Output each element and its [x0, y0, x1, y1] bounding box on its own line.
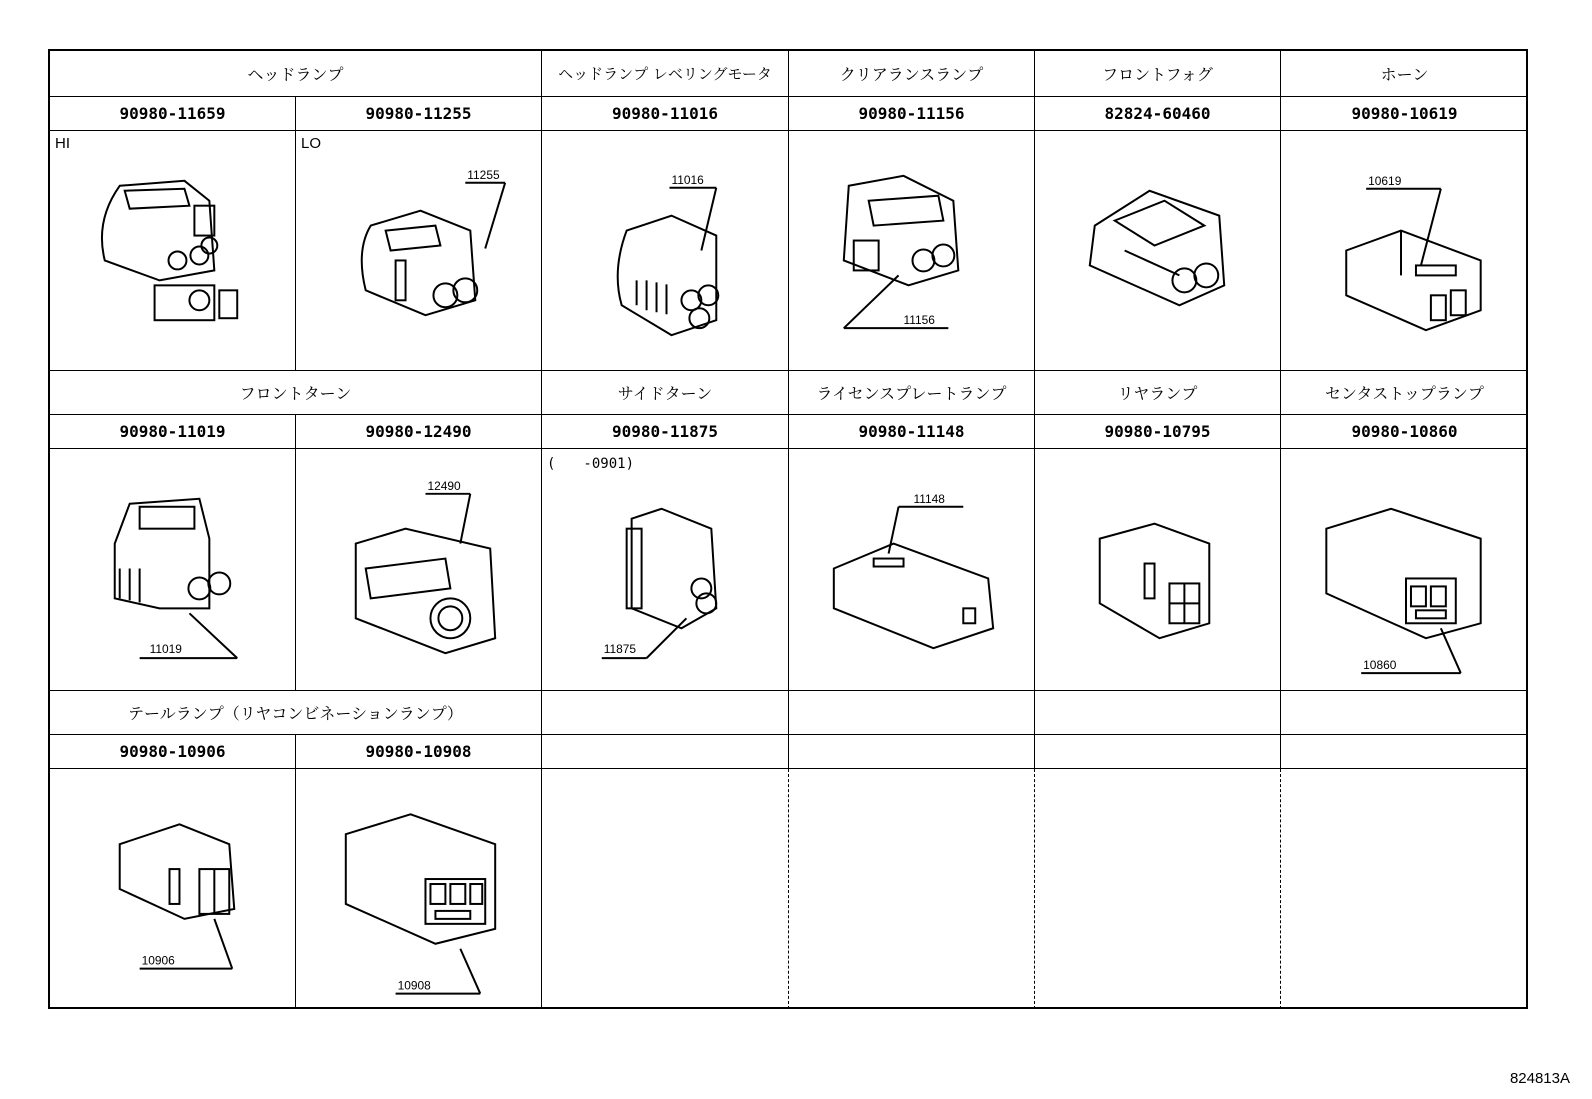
- callout-label: 10908: [397, 978, 431, 993]
- connector-drawing: [296, 449, 541, 690]
- connector-drawing: [1035, 131, 1280, 370]
- part-number: 90980-10906: [50, 735, 296, 769]
- empty-cell: [1281, 769, 1528, 1009]
- hi-tag: HI: [55, 135, 70, 152]
- connector-drawing: [789, 131, 1034, 370]
- header-side-turn: サイドターン: [542, 371, 789, 415]
- connector-illustration: [542, 449, 789, 691]
- empty-cell: [1035, 735, 1281, 769]
- header-front-fog: フロントフォグ: [1035, 51, 1281, 97]
- part-number: 90980-11019: [50, 415, 296, 449]
- callout-label: 10906: [141, 953, 175, 968]
- header-horn: ホーン: [1281, 51, 1528, 97]
- part-number: 90980-11016: [542, 97, 789, 131]
- header-rear-lamp: リヤランプ: [1035, 371, 1281, 415]
- callout-label: 11148: [913, 491, 945, 506]
- connector-drawing: [50, 769, 295, 1009]
- part-number: 90980-12490: [296, 415, 542, 449]
- header-headlamp: ヘッドランプ: [50, 51, 542, 97]
- connector-illustration: [1035, 131, 1281, 371]
- callout-label: 10860: [1363, 658, 1397, 673]
- callout-label: 11019: [149, 642, 182, 657]
- connector-illustration: [1281, 131, 1528, 371]
- connector-illustration: [50, 131, 296, 371]
- connector-table: [48, 49, 1528, 1009]
- part-number: 90980-10860: [1281, 415, 1528, 449]
- figure-code: 824813A: [1509, 1070, 1570, 1087]
- empty-cell: [1035, 769, 1281, 1009]
- empty-cell: [542, 691, 789, 735]
- header-license-plate-lamp: ライセンスプレートランプ: [789, 371, 1035, 415]
- connector-drawing: [1281, 449, 1528, 690]
- connector-drawing: [296, 769, 541, 1009]
- connector-drawing: [789, 449, 1034, 690]
- connector-drawing: [50, 131, 295, 370]
- header-tail-lamp: テールランプ（リヤコンビネーションランプ）: [50, 691, 542, 735]
- header-clearance-lamp: クリアランスランプ: [789, 51, 1035, 97]
- part-number: 90980-10908: [296, 735, 542, 769]
- callout-label: 11156: [903, 313, 935, 328]
- header-headlamp-leveling-motor: ヘッドランプ レベリングモータ: [542, 51, 789, 97]
- connector-drawing: [296, 131, 541, 370]
- callout-label: 10619: [1368, 173, 1402, 188]
- connector-illustration: [296, 449, 542, 691]
- connector-illustration: [296, 769, 542, 1009]
- connector-illustration: [1035, 449, 1281, 691]
- part-number: 90980-10619: [1281, 97, 1528, 131]
- part-number: 90980-11156: [789, 97, 1035, 131]
- connector-illustration: [296, 131, 542, 371]
- lo-tag: LO: [301, 135, 322, 152]
- connector-illustration: [50, 769, 296, 1009]
- connector-drawing: [542, 449, 788, 690]
- connector-illustration: [1281, 449, 1528, 691]
- empty-cell: [542, 735, 789, 769]
- empty-cell: [789, 735, 1035, 769]
- connector-illustration: [789, 449, 1035, 691]
- serial-range-tag: ( -0901): [547, 456, 635, 472]
- part-number: 90980-11255: [296, 97, 542, 131]
- part-number: 90980-11659: [50, 97, 296, 131]
- connector-illustration: [542, 131, 789, 371]
- part-number: 90980-10795: [1035, 415, 1281, 449]
- part-number: 82824-60460: [1035, 97, 1281, 131]
- connector-illustration: [50, 449, 296, 691]
- empty-cell: [1281, 691, 1528, 735]
- connector-drawing: [1281, 131, 1528, 370]
- empty-cell: [1281, 735, 1528, 769]
- callout-label: 12490: [427, 478, 461, 493]
- connector-drawing: [1035, 449, 1280, 690]
- connector-drawing: [50, 449, 295, 690]
- part-number: 90980-11148: [789, 415, 1035, 449]
- empty-cell: [1035, 691, 1281, 735]
- empty-cell: [789, 691, 1035, 735]
- header-center-stop-lamp: センタストップランプ: [1281, 371, 1528, 415]
- empty-cell: [542, 769, 789, 1009]
- empty-cell: [789, 769, 1035, 1009]
- connector-drawing: [542, 131, 788, 370]
- callout-label: 11875: [603, 642, 637, 657]
- connector-illustration: [789, 131, 1035, 371]
- header-front-turn: フロントターン: [50, 371, 542, 415]
- callout-label: 11016: [671, 172, 704, 187]
- callout-label: 11255: [467, 167, 500, 182]
- part-number: 90980-11875: [542, 415, 789, 449]
